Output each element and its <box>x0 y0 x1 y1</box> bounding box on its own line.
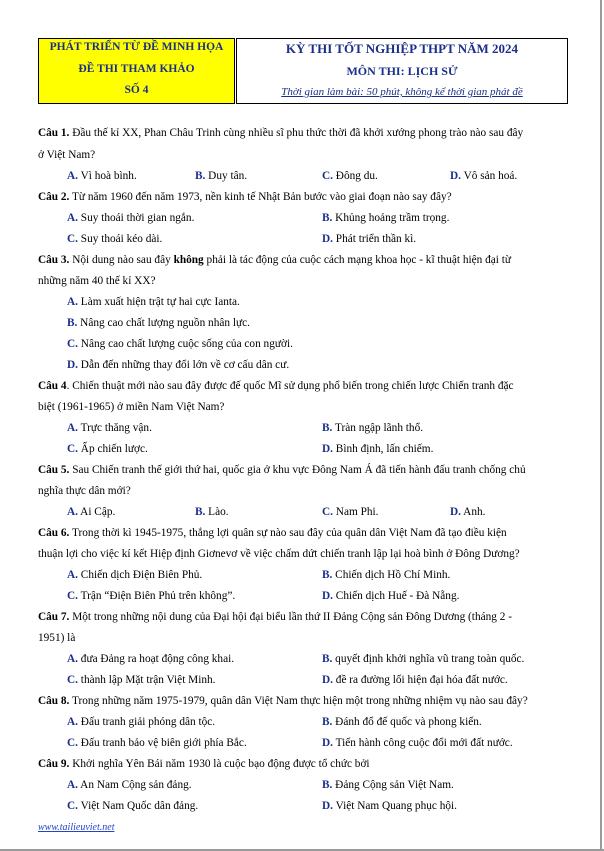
header-left-line3: SỐ 4 <box>124 84 149 96</box>
option-c: C. Ấp chiến lược. <box>67 443 148 455</box>
option-d: D. Chiến dịch Huế - Đà Nẵng. <box>322 590 460 602</box>
option-a: A. An Nam Cộng sản đảng. <box>67 779 192 791</box>
option-d: D. Vô sản hoá. <box>450 170 518 182</box>
header-left-line1: PHÁT TRIỂN TỪ ĐỀ MINH HỌA <box>49 41 224 53</box>
exam-subject: MÔN THI: LỊCH SỬ <box>346 64 458 78</box>
question-text-cont: thuận lợi cho việc kí kết Hiệp định Giơnevơ về việc chấm dứt chiến tranh lập lại hoà bình ở Đông Dương? <box>38 548 520 560</box>
option-a: A. Ai Cập. <box>67 506 116 518</box>
question-9: Câu 9. Khởi nghĩa Yên Bái năm 1930 là cuộc bạo động được tổ chức bởi <box>38 758 370 770</box>
question-3: Câu 3. Nội dung nào sau đây không phải là tác động của cuộc cách mạng khoa học - kĩ thuật hiện đại từ <box>38 254 511 266</box>
option-d: D. Việt Nam Quang phục hội. <box>322 800 457 812</box>
option-a: A. Vì hoà bình. <box>67 170 137 182</box>
question-text-cont: biệt (1961-1965) ở miền Nam Việt Nam? <box>38 401 225 413</box>
option-a: A. Chiến dịch Điện Biên Phủ. <box>67 569 203 581</box>
question-8: Câu 8. Trong những năm 1975-1979, quân dân Việt Nam thực hiện một trong những nhiệm vụ nào sau đây? <box>38 695 528 707</box>
question-text-cont: những năm 40 thế kỉ XX? <box>38 275 156 287</box>
option-c: C. Suy thoái kéo dài. <box>67 233 163 245</box>
option-b: B. Đánh đổ đế quốc và phong kiến. <box>322 716 482 728</box>
option-a: A. Suy thoái thời gian ngắn. <box>67 212 195 224</box>
question-text-cont: ở Việt Nam? <box>38 149 96 161</box>
option-d: D. đề ra đường lối hiện đại hóa đất nước. <box>322 674 508 686</box>
option-c: C. Nam Phi. <box>322 506 379 518</box>
option-c: C. Việt Nam Quốc dân đảng. <box>67 800 199 812</box>
header-left-line2: ĐỀ THI THAM KHẢO <box>78 63 195 75</box>
option-d: D. Bình định, lấn chiếm. <box>322 443 434 455</box>
option-a: A. Đấu tranh giải phóng dân tộc. <box>67 716 216 728</box>
exam-title: KỲ THI TỐT NGHIỆP THPT NĂM 2024 <box>285 41 519 56</box>
option-b: B. Nâng cao chất lượng nguồn nhân lực. <box>67 317 250 329</box>
question-6: Câu 6. Trong thời kì 1945-1975, thắng lợi quân sự nào sau đây của quân dân Việt Nam đã tạo điều kiện <box>38 527 507 539</box>
question-1 <box>38 126 523 140</box>
question-number: Câu 1. <box>38 127 70 139</box>
exam-time: Thời gian làm bài: 50 phút, không kể thời gian phát đề <box>281 86 523 98</box>
option-a: A. đưa Đảng ra hoạt động công khai. <box>67 653 235 665</box>
header-right-box <box>236 38 568 104</box>
option-b: B. Lào. <box>195 506 229 518</box>
option-c: C. Đấu tranh bảo vệ biên giới phía Bắc. <box>67 737 247 749</box>
footer-link[interactable]: www.tailieuviet.net <box>38 822 115 833</box>
option-b: B. Chiến dịch Hồ Chí Minh. <box>322 569 451 581</box>
question-2: Câu 2. Từ năm 1960 đến năm 1973, nền kinh tế Nhật Bản bước vào giai đoạn nào say đây? <box>38 191 452 203</box>
question-5: Câu 5. Sau Chiến tranh thế giới thứ hai, quốc gia ở khu vực Đông Nam Á đã tiến hành đấu tranh chống chủ <box>38 464 526 476</box>
option-d: D. Dẫn đến những thay đổi lớn về cơ cấu dân cư. <box>67 359 290 371</box>
page-edge <box>600 0 602 851</box>
option-a: A. Trực thăng vận. <box>67 422 152 434</box>
option-a: A. Làm xuất hiện trật tự hai cực Ianta. <box>67 296 240 308</box>
option-d: D. Tiến hành công cuộc đổi mới đất nước. <box>322 737 513 749</box>
option-c: C. Trận “Điện Biên Phủ trên không”. <box>67 590 236 602</box>
question-4: Câu 4. Chiến thuật mới nào sau đây được đế quốc Mĩ sử dụng phổ biến trong chiến lược Chiến tranh đặc <box>38 380 514 392</box>
option-c: C. Nâng cao chất lượng cuộc sống của con người. <box>67 338 293 350</box>
question-7: Câu 7. Một trong những nội dung của Đại hội đại biểu lần thứ II Đảng Cộng sản Đông Dương (tháng 2 - <box>38 611 512 623</box>
option-b: B. Duy tân. <box>195 170 248 182</box>
option-b: B. Khủng hoảng trầm trọng. <box>322 212 450 224</box>
option-c: C. Đông du. <box>322 170 378 182</box>
option-b: B. Đảng Cộng sản Việt Nam. <box>322 779 454 791</box>
header-left-box <box>38 38 235 104</box>
option-d: D. Anh. <box>450 506 486 518</box>
option-b: B. Tràn ngập lãnh thổ. <box>322 422 424 434</box>
question-text-cont: nghĩa thực dân mới? <box>38 485 131 497</box>
question-text: Đầu thế kỉ XX, Phan Châu Trinh cùng nhiều sĩ phu thức thời đã khởi xướng phong trào nào sau đây <box>69 127 524 139</box>
option-d: D. Phát triển thần kì. <box>322 233 417 245</box>
question-text-cont: 1951) là <box>38 632 76 644</box>
option-b: B. quyết định khởi nghĩa vũ trang toàn quốc. <box>322 653 525 665</box>
option-c: C. thành lập Mặt trận Việt Minh. <box>67 674 216 686</box>
